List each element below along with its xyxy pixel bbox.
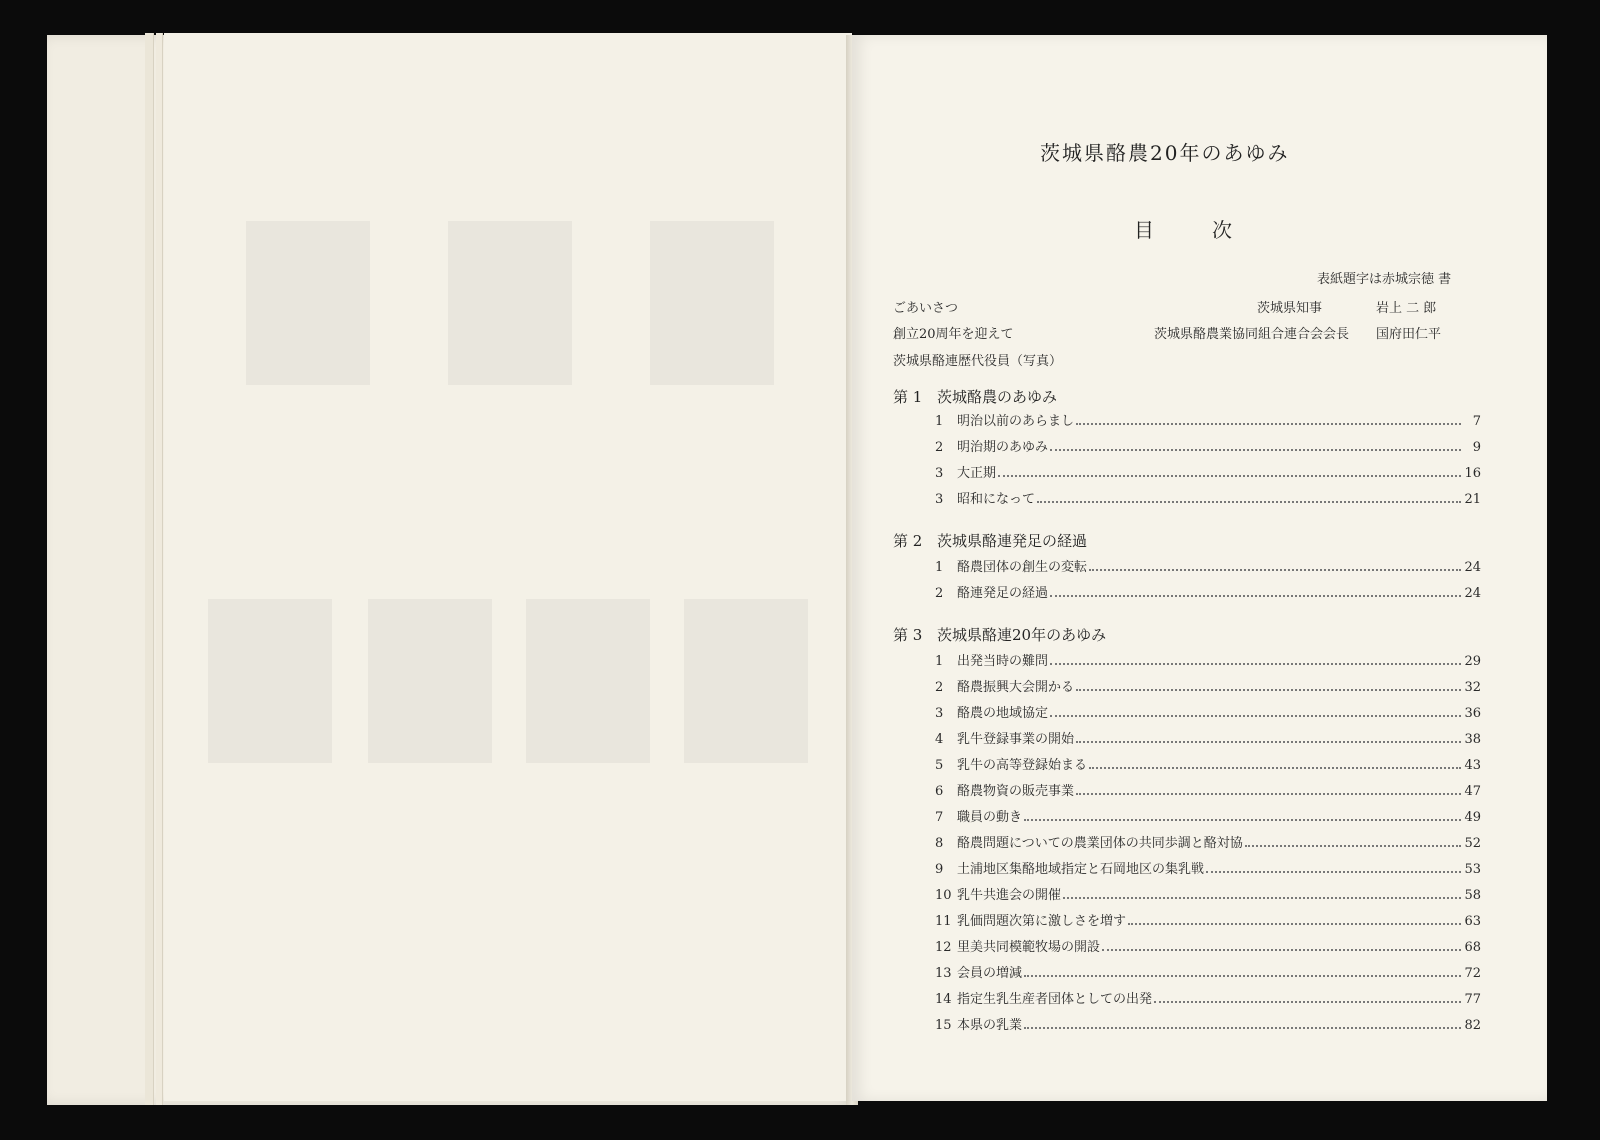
front-matter-name: 国府田仁平	[1376, 327, 1442, 342]
leader-dots	[1076, 423, 1461, 425]
toc-entry[interactable]	[935, 436, 1481, 454]
front-matter-label: ごあいさつ	[893, 301, 959, 316]
entry-title: 酪農団体の創生の変転	[957, 560, 1088, 575]
entry-page: 29	[1464, 654, 1481, 669]
toc-entry[interactable]	[935, 702, 1481, 720]
leader-dots	[1063, 897, 1461, 899]
bleed-through-photo	[246, 221, 370, 385]
entry-page: 49	[1464, 810, 1481, 825]
page-edge	[145, 33, 154, 1105]
bleed-through-photo	[368, 599, 492, 763]
toc-entry[interactable]	[935, 962, 1481, 980]
toc-entry[interactable]	[935, 410, 1481, 428]
bleed-through-photo	[208, 599, 332, 763]
section-number: 第 2	[893, 532, 923, 550]
entry-title: 明治以前のあらまし	[957, 414, 1075, 429]
cover-credit: 表紙題字は赤城宗徳 書	[1317, 272, 1452, 287]
toc-entry[interactable]	[935, 488, 1481, 506]
leader-dots	[1050, 663, 1461, 665]
toc-entry[interactable]	[935, 988, 1481, 1006]
bleed-through-photo	[448, 221, 572, 385]
entry-number: 2	[935, 680, 944, 695]
entry-title: 乳牛登録事業の開始	[957, 732, 1075, 747]
leader-dots	[1050, 449, 1461, 451]
leader-dots	[1050, 715, 1461, 717]
entry-page: 21	[1464, 492, 1481, 507]
entry-title: 明治期のあゆみ	[957, 440, 1049, 455]
toc-entry[interactable]	[935, 462, 1481, 480]
entry-title: 乳価問題次第に激しさを増す	[957, 914, 1127, 929]
toc-entry[interactable]	[935, 858, 1481, 876]
leader-dots	[998, 475, 1461, 477]
section-title: 茨城県酪連20年のあゆみ	[937, 626, 1107, 644]
entry-number: 4	[935, 732, 944, 747]
entry-page: 24	[1464, 560, 1481, 575]
entry-number: 1	[935, 654, 944, 669]
leader-dots	[1024, 975, 1461, 977]
section-heading	[893, 530, 1087, 551]
entry-title: 指定生乳生産者団体としての出発	[957, 992, 1153, 1007]
toc-entry[interactable]	[935, 754, 1481, 772]
entry-title: 土浦地区集酪地域指定と石岡地区の集乳戦	[957, 862, 1205, 877]
leader-dots	[1037, 501, 1461, 503]
leader-dots	[1089, 569, 1461, 571]
book-title: 茨城県酪農20年のあゆみ	[1040, 141, 1290, 165]
leader-dots	[1050, 595, 1461, 597]
entry-title: 本県の乳業	[957, 1018, 1023, 1033]
leader-dots	[1245, 845, 1461, 847]
entry-number: 15	[935, 1018, 952, 1033]
entry-title: 酪農振興大会開かる	[957, 680, 1075, 695]
entry-title: 昭和になって	[957, 492, 1036, 507]
entry-number: 8	[935, 836, 944, 851]
section-number: 第 1	[893, 388, 923, 406]
entry-title: 里美共同模範牧場の開設	[957, 940, 1101, 955]
bleed-through-photo	[684, 599, 808, 763]
toc-entry[interactable]	[935, 780, 1481, 798]
entry-title: 職員の動き	[957, 810, 1023, 825]
entry-page: 77	[1464, 992, 1481, 1007]
entry-page: 58	[1464, 888, 1481, 903]
toc-entry[interactable]	[935, 1014, 1481, 1032]
toc-entry[interactable]	[935, 582, 1481, 600]
entry-page: 68	[1464, 940, 1481, 955]
entry-number: 13	[935, 966, 952, 981]
entry-page: 72	[1464, 966, 1481, 981]
bleed-through-photo	[526, 599, 650, 763]
toc-entry[interactable]	[935, 728, 1481, 746]
entry-number: 12	[935, 940, 952, 955]
entry-number: 3	[935, 466, 944, 481]
entry-number: 11	[935, 914, 952, 929]
entry-title: 酪農物資の販売事業	[957, 784, 1075, 799]
entry-title: 酪農問題についての農業団体の共同歩調と酪対協	[957, 836, 1243, 851]
leader-dots	[1206, 871, 1461, 873]
front-matter-label: 茨城県酪連歴代役員（写真）	[893, 354, 1063, 369]
entry-number: 10	[935, 888, 952, 903]
entry-page: 16	[1464, 466, 1481, 481]
page-edge	[156, 33, 163, 1105]
entry-page: 43	[1464, 758, 1481, 773]
entry-page: 32	[1464, 680, 1481, 695]
front-matter-label: 創立20周年を迎えて	[893, 327, 1014, 342]
entry-page: 53	[1464, 862, 1481, 877]
entry-number: 9	[935, 862, 944, 877]
entry-number: 1	[935, 414, 944, 429]
front-matter-name: 岩上 二 郎	[1376, 301, 1437, 316]
entry-page: 36	[1464, 706, 1481, 721]
entry-page: 82	[1464, 1018, 1481, 1033]
entry-page: 52	[1464, 836, 1481, 851]
toc-entry[interactable]	[935, 936, 1481, 954]
leader-dots	[1154, 1001, 1461, 1003]
entry-page: 63	[1464, 914, 1481, 929]
toc-entry[interactable]	[935, 884, 1481, 902]
toc-entry[interactable]	[935, 650, 1481, 668]
leader-dots	[1076, 689, 1461, 691]
leader-dots	[1102, 949, 1461, 951]
leader-dots	[1024, 819, 1461, 821]
entry-number: 1	[935, 560, 944, 575]
leader-dots	[1076, 741, 1461, 743]
section-title: 茨城県酪連発足の経過	[937, 532, 1088, 550]
entry-page: 24	[1464, 586, 1481, 601]
entry-number: 6	[935, 784, 944, 799]
front-matter-role: 茨城県酪農業協同組合連合会会長	[1154, 327, 1350, 342]
entry-title: 乳牛の高等登録始まる	[957, 758, 1088, 773]
entry-title: 乳牛共進会の開催	[957, 888, 1062, 903]
left-page-blank	[164, 33, 852, 1101]
entry-title: 大正期	[957, 466, 997, 481]
bleed-through-photo	[650, 221, 774, 385]
entry-number: 7	[935, 810, 944, 825]
entry-title: 酪農の地域協定	[957, 706, 1049, 721]
leader-dots	[1089, 767, 1461, 769]
toc-entry[interactable]	[935, 556, 1481, 574]
entry-number: 2	[935, 586, 944, 601]
section-title: 茨城酪農のあゆみ	[937, 388, 1058, 406]
entry-title: 出発当時の難問	[957, 654, 1049, 669]
entry-number: 14	[935, 992, 952, 1007]
leader-dots	[1076, 793, 1461, 795]
leader-dots	[1024, 1027, 1461, 1029]
entry-number: 3	[935, 492, 944, 507]
section-number: 第 3	[893, 626, 923, 644]
entry-title: 会員の増減	[957, 966, 1023, 981]
section-heading	[893, 624, 1106, 645]
entry-number: 2	[935, 440, 944, 455]
toc-entry[interactable]	[935, 676, 1481, 694]
toc-entry[interactable]	[935, 806, 1481, 824]
entry-page: 9	[1472, 440, 1481, 455]
entry-number: 5	[935, 758, 944, 773]
front-matter-role: 茨城県知事	[1257, 301, 1323, 316]
toc-entry[interactable]	[935, 832, 1481, 850]
toc-heading-char: 次	[1212, 218, 1232, 242]
entry-page: 7	[1472, 414, 1481, 429]
entry-number: 3	[935, 706, 944, 721]
section-heading	[893, 386, 1057, 407]
toc-entry[interactable]	[935, 910, 1481, 928]
entry-title: 酪連発足の経過	[957, 586, 1049, 601]
entry-page: 47	[1464, 784, 1481, 799]
toc-heading-char: 目	[1134, 218, 1154, 242]
entry-page: 38	[1464, 732, 1481, 747]
leader-dots	[1128, 923, 1461, 925]
